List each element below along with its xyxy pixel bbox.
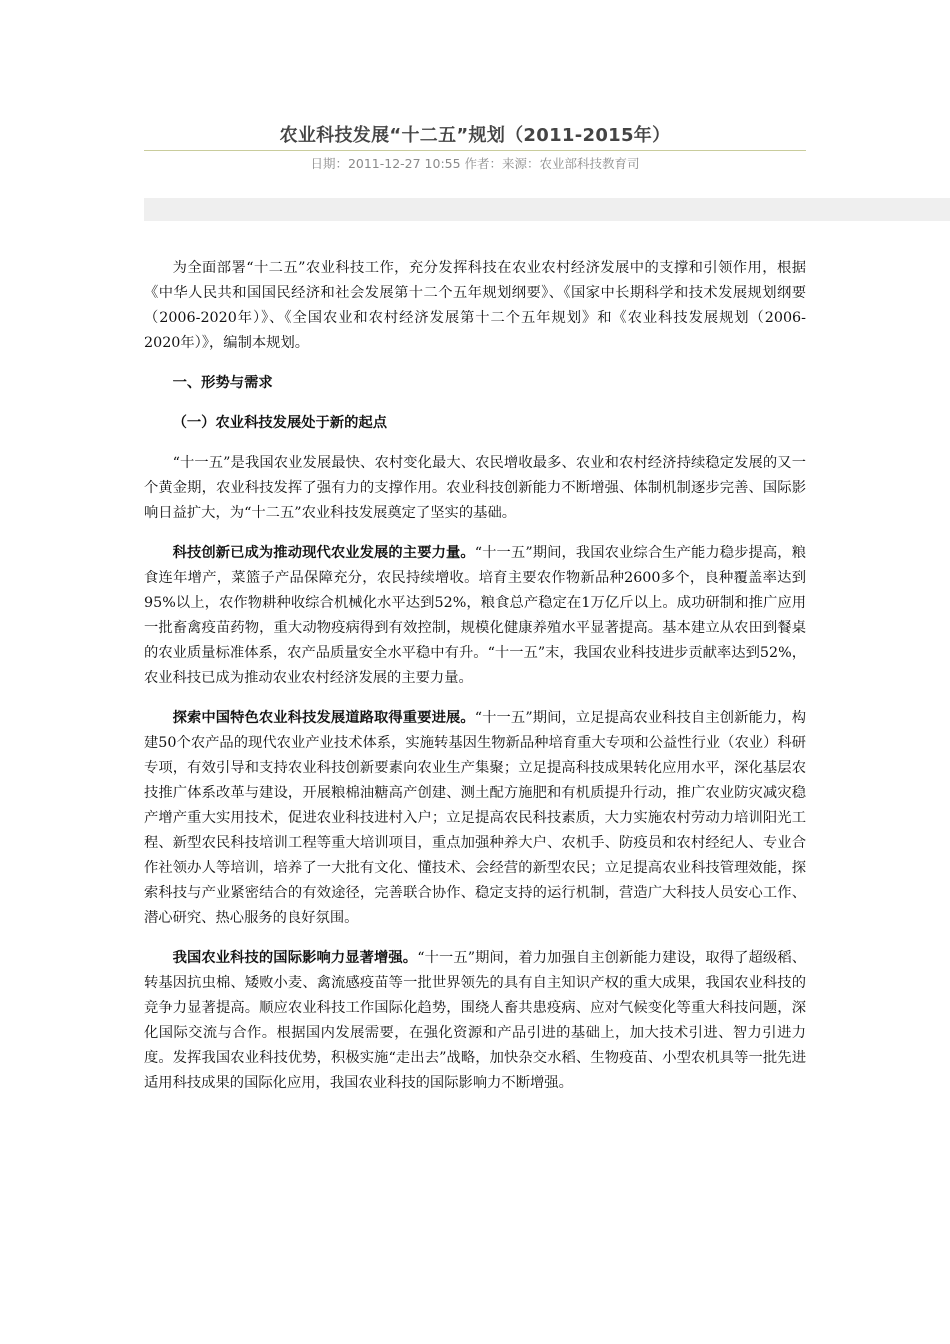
article-body [144,256,806,1111]
paragraph-1: “十一五”是我国农业发展最快、农村变化最大、农民增收最多、农业和农村经济持续稳定发展的又一个黄金期，农业科技发挥了强有力的支撑作用。农业科技创新能力不断增强、体制机制逐步完善、国际影响日益扩大，为“十二五”农业科技发展奠定了坚实的基础。 [144,455,806,521]
paragraph-3-lead: 探索中国特色农业科技发展道路取得重要进展。 [172,710,475,726]
paragraph-4-lead: 我国农业科技的国际影响力显著增强。 [172,950,418,966]
title-divider [144,150,806,151]
paragraph-3 [144,706,806,931]
toolbar-band [144,198,950,221]
intro-paragraph: 为全面部署“十二五”农业科技工作，充分发挥科技在农业农村经济发展中的支撑和引领作用，根据《中华人民共和国国民经济和社会发展第十二个五年规划纲要》、《国家中长期科学和技术发展规划纲要（2006-2020年）》、《全国农业和农村经济发展第十二个五年规划》和《农业科技发展规划（2006-2020年）》，编制本规划。 [144,260,806,351]
section-heading: 一、形势与需求 [172,375,273,391]
paragraph-4-text: “十一五”期间，着力加强自主创新能力建设，取得了超级稻、转基因抗虫棉、矮败小麦、禽流感疫苗等一批世界领先的具有自主知识产权的重大成果，我国农业科技的竞争力显著提高。顺应农业科技工作国际化趋势，围绕人畜共患疫病、应对气候变化等重大科技问题，深化国际交流与合作。根据国内发展需要，在强化资源和产品引进的基础上，加大技术引进、智力引进力度。发挥我国农业科技优势，积极实施“走出去”战略，加快杂交水稻、生物疫苗、小型农机具等一批先进适用科技成果的国际化应用，我国农业科技的国际影响力不断增强。 [144,950,807,1091]
article-meta: 日期：2011-12-27 10:55 作者：来源：农业部科技教育司 [310,156,640,171]
paragraph-2-text: “十一五”期间，我国农业综合生产能力稳步提高，粮食连年增产，菜篮子产品保障充分，农民持续增收。培育主要农作物新品种2600多个，良种覆盖率达到95%以上，农作物耕种收综合机械化水平达到52%，粮食总产稳定在1万亿斤以上。成功研制和推广应用一批畜禽疫苗药物，重大动物疫病得到有效控制，规模化健康养殖水平显著提高。基本建立从农田到餐桌的农业质量标准体系，农产品质量安全水平稳中有升。“十一五”末，我国农业科技进步贡献率达到52%，农业科技已成为推动农业农村经济发展的主要力量。 [144,545,806,686]
article-title: 农业科技发展“十二五”规划（2011-2015年） [279,125,671,146]
paragraph-2 [144,541,806,691]
subsection-heading: （一）农业科技发展处于新的起点 [172,415,388,431]
paragraph-3-text: “十一五”期间，立足提高农业科技自主创新能力，构建50个农产品的现代农业产业技术体系，实施转基因生物新品种培育重大专项和公益性行业（农业）科研专项，有效引导和支持农业科技创新要素向农业生产集聚；立足提高科技成果转化应用水平，深化基层农技推广体系改革与建设，开展粮棉油糖高产创建、测土配方施肥和有机质提升行动，推广农业防灾减灾稳产增产重大实用技术，促进农业科技进村入户；立足提高农民科技素质，大力实施农村劳动力培训阳光工程、新型农民科技培训工程等重大培训项目，重点加强种养大户、农机手、防疫员和农村经纪人、专业合作社领办人等培训，培养了一大批有文化、懂技术、会经营的新型农民；立足提高农业科技管理效能，探索科技与产业紧密结合的有效途径，完善联合协作、稳定支持的运行机制，营造广大科技人员安心工作、潜心研究、热心服务的良好氛围。 [144,710,806,926]
paragraph-2-lead: 科技创新已成为推动现代农业发展的主要力量。 [172,545,475,561]
paragraph-4 [144,946,806,1096]
